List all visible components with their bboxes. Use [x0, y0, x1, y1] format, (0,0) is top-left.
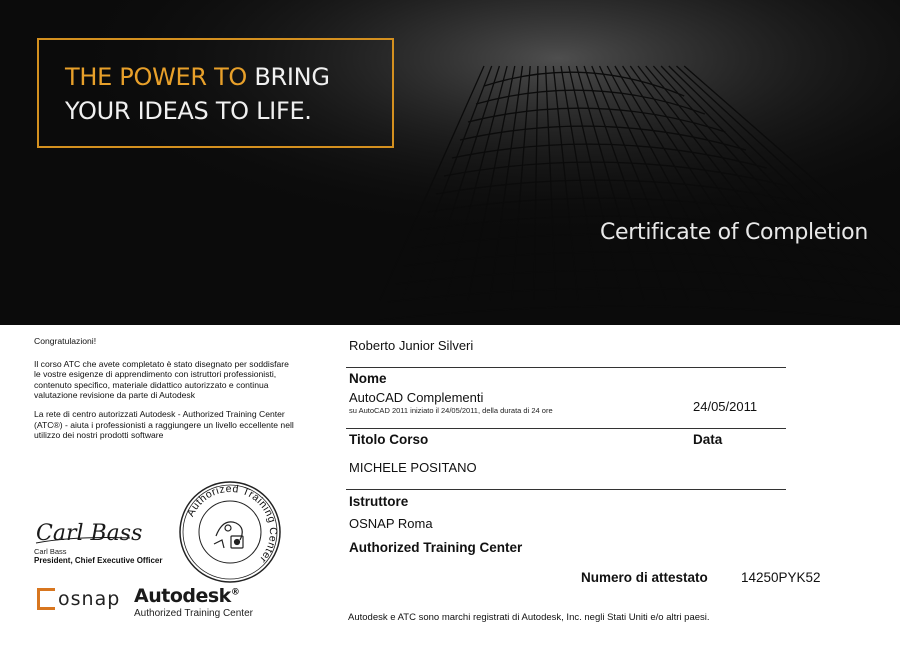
autodesk-subtitle: Authorized Training Center: [134, 608, 253, 619]
student-name-value: Roberto Junior Silveri: [349, 338, 474, 353]
course-title-label: Titolo Corso: [349, 432, 429, 447]
divider-line: [346, 489, 786, 490]
training-center-label: Authorized Training Center: [349, 540, 523, 555]
name-label: Nome: [349, 371, 387, 386]
tagline-rest: BRING: [254, 63, 330, 91]
trademark-notice: Autodesk e ATC sono marchi registrati di Autodesk, Inc. negli Stati Uniti e/o altri paesi.: [348, 612, 710, 623]
autodesk-logo: [134, 585, 253, 619]
training-center-value: OSNAP Roma: [349, 516, 433, 531]
course-note: su AutoCAD 2011 iniziato il 24/05/2011, della durata di 24 ore: [349, 406, 553, 415]
atc-seal-icon: [176, 478, 284, 586]
instructor-value: MICHELE POSITANO: [349, 460, 477, 475]
header-banner: [0, 0, 900, 325]
intro-text: [34, 336, 294, 449]
date-value: 24/05/2011: [693, 399, 758, 414]
tagline-frame: [37, 38, 394, 148]
tagline-line2: YOUR IDEAS TO LIFE.: [65, 97, 312, 125]
signer-name: Carl Bass: [34, 547, 67, 556]
autodesk-registered-mark: ®: [230, 587, 240, 598]
signature-script: Carl Bass: [36, 521, 143, 546]
seal-text: Authorized Training Center: [184, 482, 280, 566]
instructor-label: Istruttore: [349, 494, 409, 509]
certificate-number-label: Numero di attestato: [581, 570, 708, 585]
greeting: Congratulazioni!: [34, 336, 97, 346]
tagline-accent: THE POWER TO: [65, 63, 248, 91]
certificate-number-value: 14250PYK52: [741, 570, 821, 585]
osnap-wordmark: osnap: [58, 588, 121, 610]
signature-graphic: [34, 512, 144, 548]
signer-role: President, Chief Executive Officer: [34, 556, 163, 565]
osnap-bracket-icon: [37, 588, 55, 610]
divider-line: [346, 367, 786, 368]
certificate-title: Certificate of Completion: [600, 220, 868, 245]
date-label: Data: [693, 432, 723, 447]
osnap-logo: [37, 588, 120, 610]
intro-paragraph-2: La rete di centro autorizzati Autodesk - Authorized Training Center (ATC®) - aiuta i professionisti a raggiungere un livello eccellente nell utilizzo dei nostri prodotti software: [34, 408, 294, 441]
autodesk-wordmark: Autodesk: [134, 585, 231, 607]
divider-line: [346, 428, 786, 429]
tagline: [65, 60, 330, 128]
intro-paragraph-1: Il corso ATC che avete completato è stato disegnato per soddisfare le vostre esigenze di apprendimento con istruttori professionisti, contenuto specifico, materiale didattico autorizzato e continua valutazione revisione da parte di Autodesk: [34, 358, 289, 401]
course-title-value: AutoCAD Complementi: [349, 390, 484, 405]
